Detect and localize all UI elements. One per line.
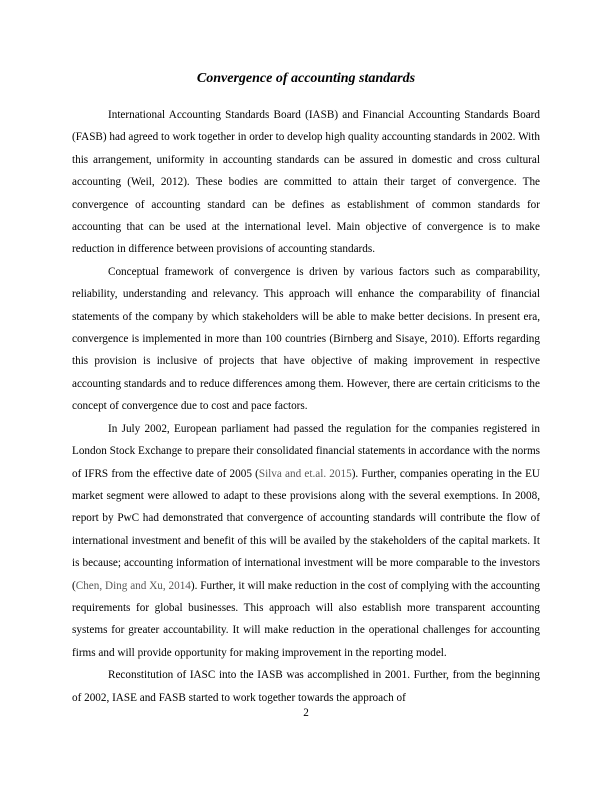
page-title: Convergence of accounting standards <box>196 71 416 86</box>
page-number: 2 <box>303 707 309 719</box>
paragraph-3-text-b: ). Further, companies operating in the EU market segment were allowed to adapt to these provisions along with the several exemptions. In 2008, report by PwC had demonstrated that convergence of accounting standards will contribute the flow of international investment and benefit of this will be availed by the stakeholders of the capital markets. It is because; accounting information of international investment will be more comparable to the investors ( <box>72 467 540 592</box>
paragraph-1: International Accounting Standards Board (IASB) and Financial Accounting Standards Board (FASB) had agreed to work together in order to develop high quality accounting standards in 2002. With this arrangement, uniformity in accounting standards can be assured in domestic and cross cultural accounting (Weil, 2012). These bodies are committed to attain their target of convergence. The convergence of accounting standard can be defines as establishment of common standards for accounting that can be used at the international level. Main objective of convergence is to make reduction in difference between provisions of accounting standards. <box>72 109 540 256</box>
paragraph-2: Conceptual framework of convergence is driven by various factors such as comparability, reliability, understanding and relevancy. This approach will enhance the comparability of financial statements of the company by which stakeholders will be able to make better decisions. In present era, convergence is implemented in more than 100 countries (Birnberg and Sisaye, 2010). Efforts regarding this provision is inclusive of projects that have objective of making improvement in respective accounting standards and to reduce differences among them. However, there are certain criticisms to the concept of convergence due to cost and pace factors. <box>72 265 540 413</box>
document-body <box>72 104 540 709</box>
paragraph-4: Reconstitution of IASC into the IASB was accomplished in 2001. Further, from the beginning of 2002, IASE and FASB started to work together towards the approach of <box>72 669 540 704</box>
citation-silva: Silva and et.al. 2015 <box>258 467 352 480</box>
paragraph-3-text-a: In July 2002, European parliament had passed the regulation for the companies registered in London Stock Exchange to prepare their consolidated financial statements in accordance with the norms of IFRS from the effective date of 2005 ( <box>72 422 540 480</box>
citation-chen: Chen, Ding and Xu, 2014 <box>75 579 191 592</box>
paragraph-3-text-c: ). Further, it will make reduction in the cost of complying with the accounting requirements for global businesses. This approach will also establish more transparent accounting systems for greater accountability. It will make reduction in the operational challenges for accounting firms and will provide opportunity for making improvement in the reporting model. <box>72 579 540 659</box>
paragraph-3 <box>72 418 540 664</box>
